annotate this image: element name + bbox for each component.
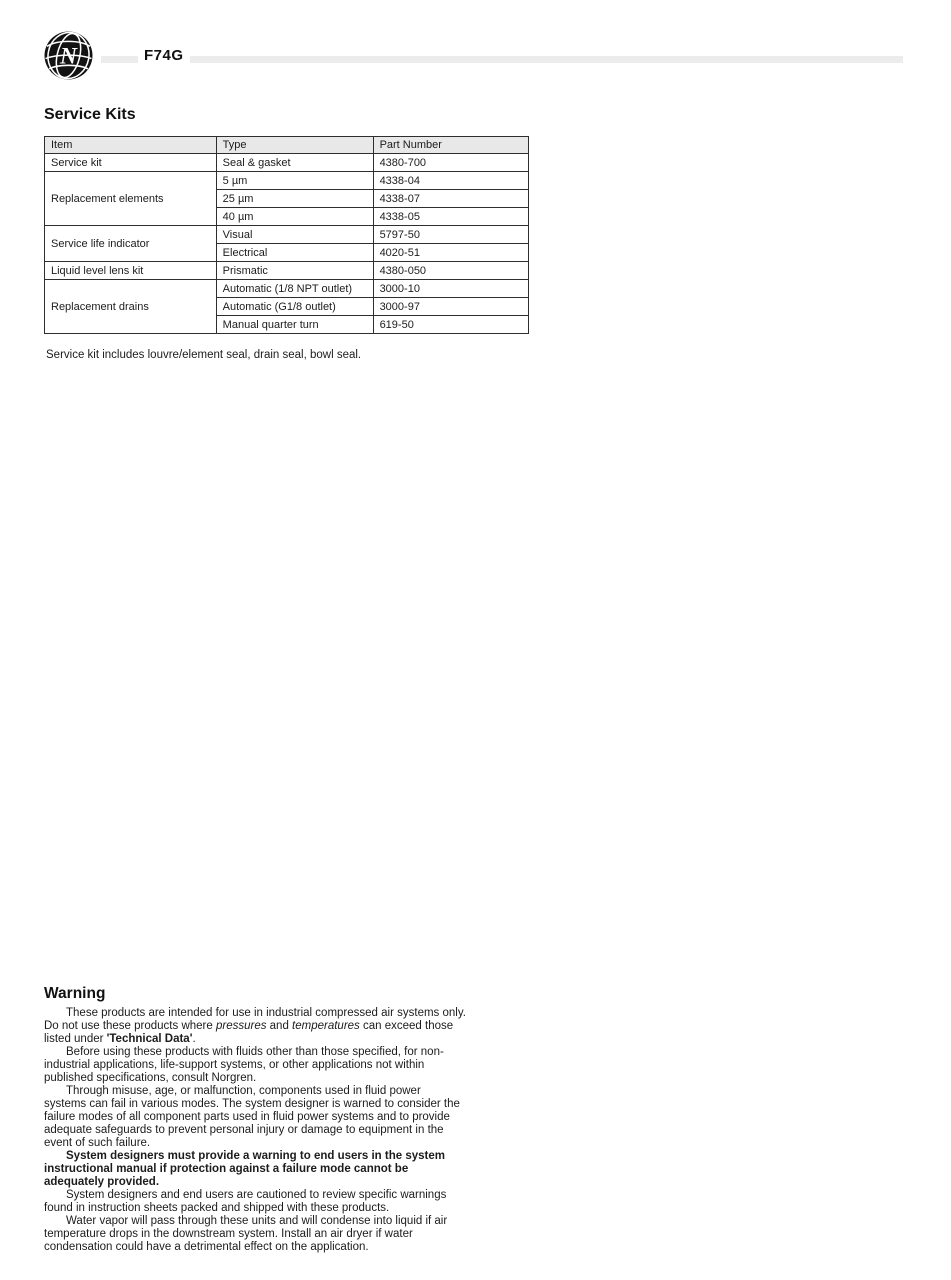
service-kits-tbody [45,154,529,334]
type-cell: Seal & gasket [216,154,373,172]
table-row [45,172,529,190]
warning-paragraphs [44,1007,466,1254]
warning-text-segment: 'Technical Data' [106,1033,193,1045]
part-number-cell: 3000-10 [373,280,528,298]
type-cell: 25 µm [216,190,373,208]
type-cell: 40 µm [216,208,373,226]
column-header-item: Item [45,137,217,154]
svg-text:N: N [60,43,77,70]
part-number-cell: 3000-97 [373,298,528,316]
warning-section [44,985,466,1254]
type-cell: Electrical [216,244,373,262]
norgren-globe-logo-icon [44,31,93,80]
warning-title: Warning [44,985,106,1002]
type-cell: Automatic (1/8 NPT outlet) [216,280,373,298]
warning-paragraph [44,1150,466,1189]
column-header-type: Type [216,137,373,154]
part-number-cell: 4020-51 [373,244,528,262]
warning-text-segment: pressures [215,1020,267,1032]
item-cell: Service life indicator [45,226,217,262]
warning-text-segment: These products are intended for use in industrial compressed air systems only. Do not use these products where [44,1007,466,1032]
part-number-cell: 5797-50 [373,226,528,244]
warning-text-segment: Through misuse, age, or malfunction, components used in fluid power systems can fail in various modes. The system designer is warned to consider the failure modes of all component parts used in fluid power systems and to provide adequate safeguards to prevent personal injury or damage to equipment in the event of such failure. [44,1085,460,1149]
service-kits-table [44,136,529,334]
type-cell: Automatic (G1/8 outlet) [216,298,373,316]
page-title-product-code: F74G [138,47,190,64]
service-kits-title: Service Kits [44,106,136,123]
warning-paragraph [44,1215,466,1254]
warning-text-segment: can exceed those listed under [44,1020,454,1045]
type-cell: Visual [216,226,373,244]
service-kit-note: Service kit includes louvre/element seal, drain seal, bowl seal. [46,349,362,361]
part-number-cell: 4338-04 [373,172,528,190]
table-row [45,226,529,244]
type-cell: Manual quarter turn [216,316,373,334]
column-header-part-number: Part Number [373,137,528,154]
part-number-cell: 4380-700 [373,154,528,172]
header-rule [101,56,903,63]
warning-paragraph [44,1046,466,1085]
item-cell: Service kit [45,154,217,172]
warning-text-segment: Before using these products with fluids other than those specified, for non-industrial applications, life-support systems, or other applications not within published specifications, consult Norgren. [44,1046,444,1084]
table-row [45,154,529,172]
item-cell: Replacement elements [45,172,217,226]
warning-text-segment: and [266,1020,293,1032]
warning-text-segment: System designers and end users are cautioned to review specific warnings found in instruction sheets packed and shipped with these products. [44,1189,447,1214]
warning-text-segment: System designers must provide a warning to end users in the system instructional manual if protection against a failure mode cannot be adequately provided. [44,1150,445,1188]
warning-paragraph [44,1189,466,1215]
type-cell: 5 µm [216,172,373,190]
part-number-cell: 4338-07 [373,190,528,208]
table-row [45,280,529,298]
part-number-cell: 4338-05 [373,208,528,226]
warning-paragraph [44,1085,466,1150]
table-row [45,262,529,280]
table-header-row [45,137,529,154]
part-number-cell: 619-50 [373,316,528,334]
part-number-cell: 4380-050 [373,262,528,280]
warning-paragraph [44,1007,466,1046]
warning-text-segment: temperatures [292,1020,360,1032]
warning-text-segment: Water vapor will pass through these units and will condense into liquid if air temperature drops in the downstream system. Install an air dryer if water condensation could have a detrimental effect on the application. [44,1215,448,1253]
item-cell: Liquid level lens kit [45,262,217,280]
type-cell: Prismatic [216,262,373,280]
warning-text-segment: . [192,1033,196,1045]
item-cell: Replacement drains [45,280,217,334]
